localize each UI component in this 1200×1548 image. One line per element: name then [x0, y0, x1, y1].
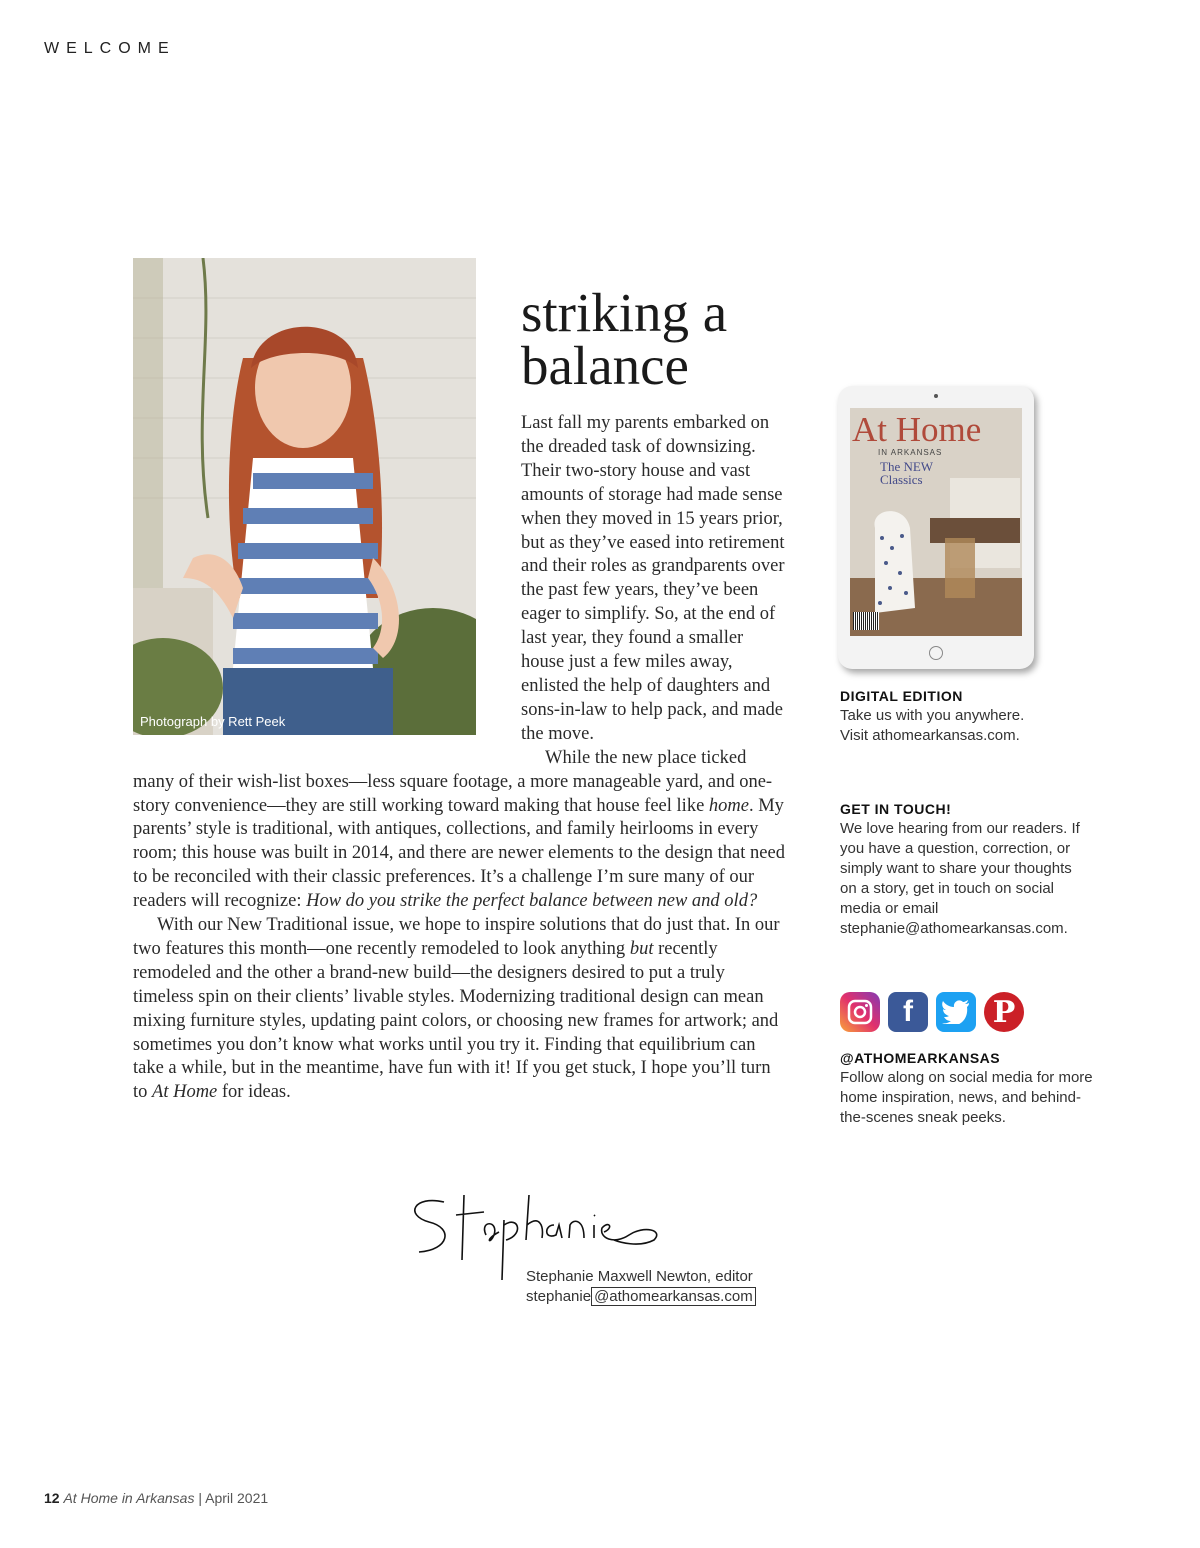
editor-name: Stephanie Maxwell Newton, editor: [526, 1268, 753, 1285]
magazine-name: At Home in Arkansas: [63, 1490, 195, 1506]
twitter-icon[interactable]: [936, 992, 976, 1032]
social-block: [840, 1048, 1100, 1128]
paragraph-2: While the new place ticked many of their wish-list boxes—less square footage, a more manageable yard, and one-story convenience—they are still working toward making that house feel like home. My parents’ style is traditional, with antiques, collections, and family heirlooms in every room; this house was built in 2014, and there are newer elements to the design that need to be reconciled with their classic preferences. It’s a challenge I’m sure many of our readers will recognize: How do you strike the perfect balance between new and old?: [133, 747, 785, 912]
home-button-icon: [929, 646, 943, 660]
social-text: Follow along on social media for more home inspiration, news, and behind-the-scenes sneak peeks.: [840, 1069, 1093, 1126]
cover-masthead: At Home: [852, 410, 982, 449]
pinterest-icon[interactable]: P: [984, 992, 1024, 1032]
editor-email[interactable]: stephanie @athomearkansas.com: [526, 1287, 756, 1307]
digital-edition-block: [840, 686, 1100, 746]
issue-date: April 2021: [205, 1490, 269, 1506]
contact-block: [840, 799, 1086, 939]
digital-edition-heading: DIGITAL EDITION: [840, 688, 963, 704]
photo-credit: Photograph by Rett Peek: [140, 714, 286, 729]
tablet-magazine-cover: [838, 386, 1034, 669]
facebook-icon[interactable]: f: [888, 992, 928, 1032]
letter-body: [133, 412, 785, 1105]
contact-heading: GET IN TOUCH!: [840, 801, 952, 817]
page-footer: [44, 1490, 268, 1506]
instagram-icon[interactable]: [840, 992, 880, 1032]
section-label: WELCOME: [44, 40, 176, 57]
camera-icon: [934, 394, 938, 398]
cover-tagline: The NEW Classics: [880, 459, 934, 487]
cover-image: [850, 408, 1022, 636]
page-title: striking a balance: [521, 282, 728, 396]
paragraph-3: With our New Traditional issue, we hope to inspire solutions that do just that. In our two features this month—one recently remodeled to look anything but recently remodeled and the other a brand-new build—the designers desired to put a truly timeless spin on their clients’ livable styles. Modernizing traditional design can mean mixing furniture styles, updating paint colors, or choosing new frames for artwork; and sometimes you don’t know what works until you try it. Finding that equilibrium can take a while, but in the meantime, have fun with it! If you get stuck, I hope you’ll turn to At Home for ideas.: [133, 915, 780, 1103]
barcode-icon: [853, 612, 879, 630]
social-heading: @ATHOMEARKANSAS: [840, 1050, 1001, 1066]
page-number: 12: [44, 1490, 60, 1506]
digital-edition-line-1: Take us with you anywhere.: [840, 707, 1025, 724]
digital-edition-line-2: Visit athomearkansas.com.: [840, 727, 1020, 744]
contact-text: We love hearing from our readers. If you have a question, correction, or simply want to share your thoughts on a story, get in touch on social media or email stephanie@athomearkansas.com.: [840, 820, 1080, 937]
footer-separator: |: [198, 1490, 202, 1506]
paragraph-1: Last fall my parents embarked on the dreaded task of downsizing. Their two-story house and vast amounts of storage had made sense when they moved in 15 years prior, but as they’ve eased into retirement and their roles as grandparents over the past few years, they’ve been eager to simplify. So, at the end of last year, they found a smaller house just a few miles away, enlisted the help of daughters and sons-in-law to help pack, and made the move.: [521, 413, 785, 744]
cover-subtitle: IN ARKANSAS: [878, 448, 943, 457]
social-icons: [840, 992, 1024, 1032]
